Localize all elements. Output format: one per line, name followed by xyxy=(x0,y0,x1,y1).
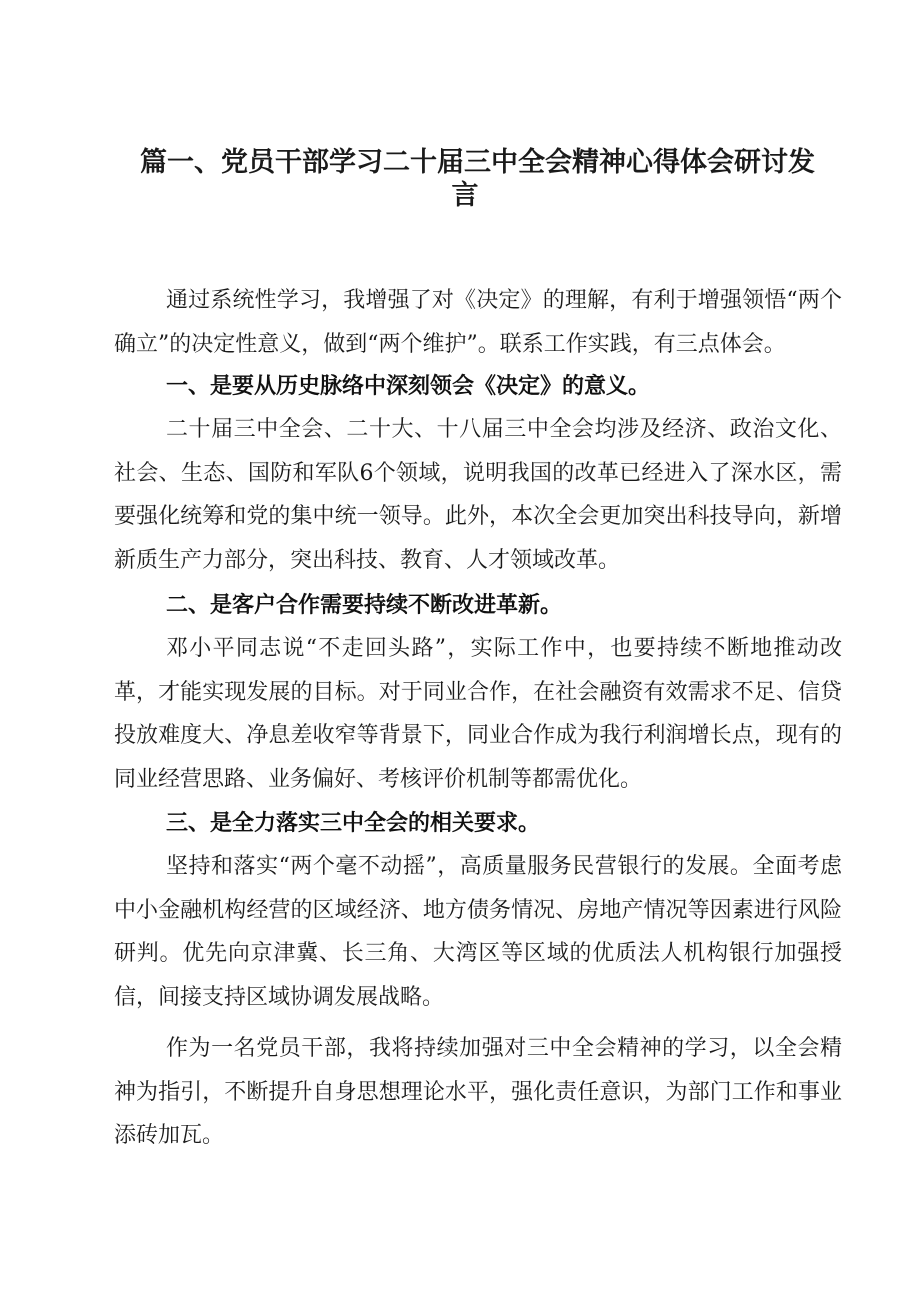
intro-paragraph: 通过系统性学习，我增强了对《决定》的理解，有利于增强领悟“两个确立”的决定性意义，做到“两个维护”。联系工作实践，有三点体会。 xyxy=(114,288,842,357)
section-3-heading: 三、是全力落实三中全会的相关要求。 xyxy=(166,811,541,836)
section-3-paragraph: 坚持和落实“两个毫不动摇”，高质量服务民营银行的发展。全面考虑中小金融机构经营的区域经济、地方债务情况、房地产情况等因素进行风险研判。优先向京津冀、长三角、大湾区等区域的优质法人机构银行加强授信，间接支持区域协调发展战略。 xyxy=(114,854,842,1010)
page-title xyxy=(140,146,815,212)
closing-paragraph: 作为一名党员干部，我将持续加强对三中全会精神的学习，以全会精神为指引，不断提升自身思想理论水平，强化责任意识，为部门工作和事业添砖加瓦。 xyxy=(114,1036,842,1148)
section-1-paragraph: 二十届三中全会、二十大、十八届三中全会均涉及经济、政治文化、社会、生态、国防和军队6个领域，说明我国的改革已经进入了深水区，需要强化统筹和党的集中统一领导。此外，本次全会更加突出科技导向，新增新质生产力部分，突出科技、教育、人才领域改革。 xyxy=(114,417,842,573)
page-title-line-1: 篇一、党员干部学习二十届三中全会精神心得体会研讨发 xyxy=(140,147,815,178)
page-title-line-2: 言 xyxy=(451,180,479,211)
section-2-paragraph: 邓小平同志说“不走回头路”，实际工作中，也要持续不断地推动改革，才能实现发展的目标。对于同业合作，在社会融资有效需求不足、信贷投放难度大、净息差收窄等背景下，同业合作成为我行利润增长点，现有的同业经营思路、业务偏好、考核评价机制等都需优化。 xyxy=(114,636,842,792)
section-2-heading: 二、是客户合作需要持续不断改进革新。 xyxy=(166,593,563,618)
section-1-heading: 一、是要从历史脉络中深刻领会《决定》的意义。 xyxy=(166,374,651,399)
